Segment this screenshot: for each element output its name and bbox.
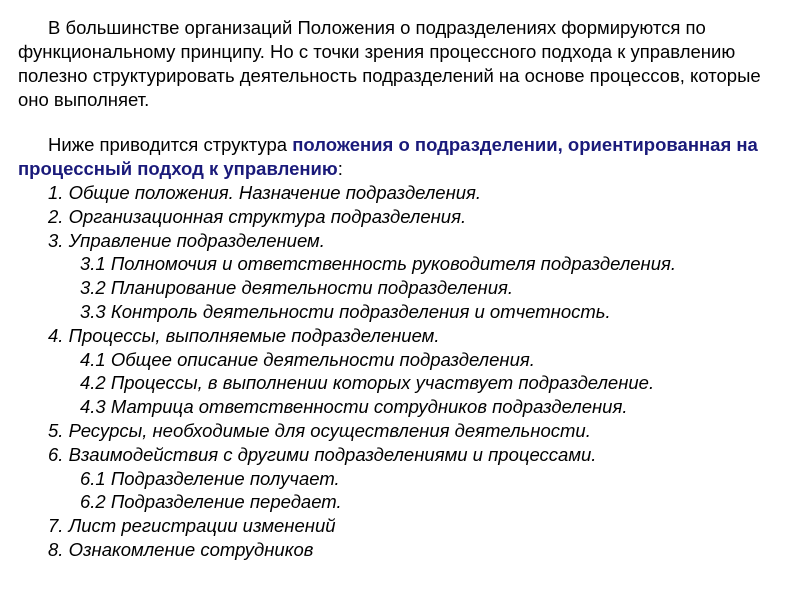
outline-item-1: 1. Общие положения. Назначение подразделения. — [48, 182, 482, 203]
outline-item-5: 5. Ресурсы, необходимые для осуществления деятельности. — [48, 419, 591, 441]
structure-outline-list — [0, 181, 800, 562]
structure-intro-text: Ниже приводится структура — [48, 134, 293, 155]
outline-item-3: 3. Управление подразделением. — [48, 229, 325, 251]
outline-item-2: 2. Организационная структура подразделения. — [48, 205, 467, 227]
outline-item-4-1: 4.1 Общее описание деятельности подразделения. — [80, 348, 535, 370]
outline-item-3-3: 3.3 Контроль деятельности подразделения и отчетность. — [80, 300, 611, 322]
outline-item-4-3: 4.3 Матрица ответственности сотрудников подразделения. — [80, 396, 628, 418]
structure-intro-paragraph — [18, 133, 788, 181]
outline-item-6-2: 6.2 Подразделение передает. — [80, 491, 342, 513]
outline-item-6-1: 6.1 Подразделение получает. — [80, 467, 340, 489]
structure-intro-colon: : — [337, 158, 343, 179]
outline-item-3-1: 3.1 Полномочия и ответственность руководителя подразделения. — [80, 253, 677, 275]
outline-item-8: 8. Ознакомление сотрудников — [48, 538, 314, 560]
outline-item-7: 7. Лист регистрации изменений — [48, 515, 336, 537]
intro-paragraph: В большинстве организаций Положения о подразделениях формируются по функциональному принципу. Но с точки зрения процессного подхода к управлению полезно структурировать деятельность подразделений на основе процессов, которые оно выполняет. — [18, 17, 761, 110]
outline-item-4: 4. Процессы, выполняемые подразделением. — [48, 324, 440, 346]
outline-item-3-2: 3.2 Планирование деятельности подразделения. — [80, 277, 514, 299]
outline-item-6: 6. Взаимодействия с другими подразделениями и процессами. — [48, 443, 597, 465]
structure-highlight-text: положения о подразделении, ориентированная на процессный подход к управлению — [18, 134, 758, 179]
outline-item-4-2: 4.2 Процессы, в выполнении которых участвует подразделение. — [80, 372, 655, 394]
